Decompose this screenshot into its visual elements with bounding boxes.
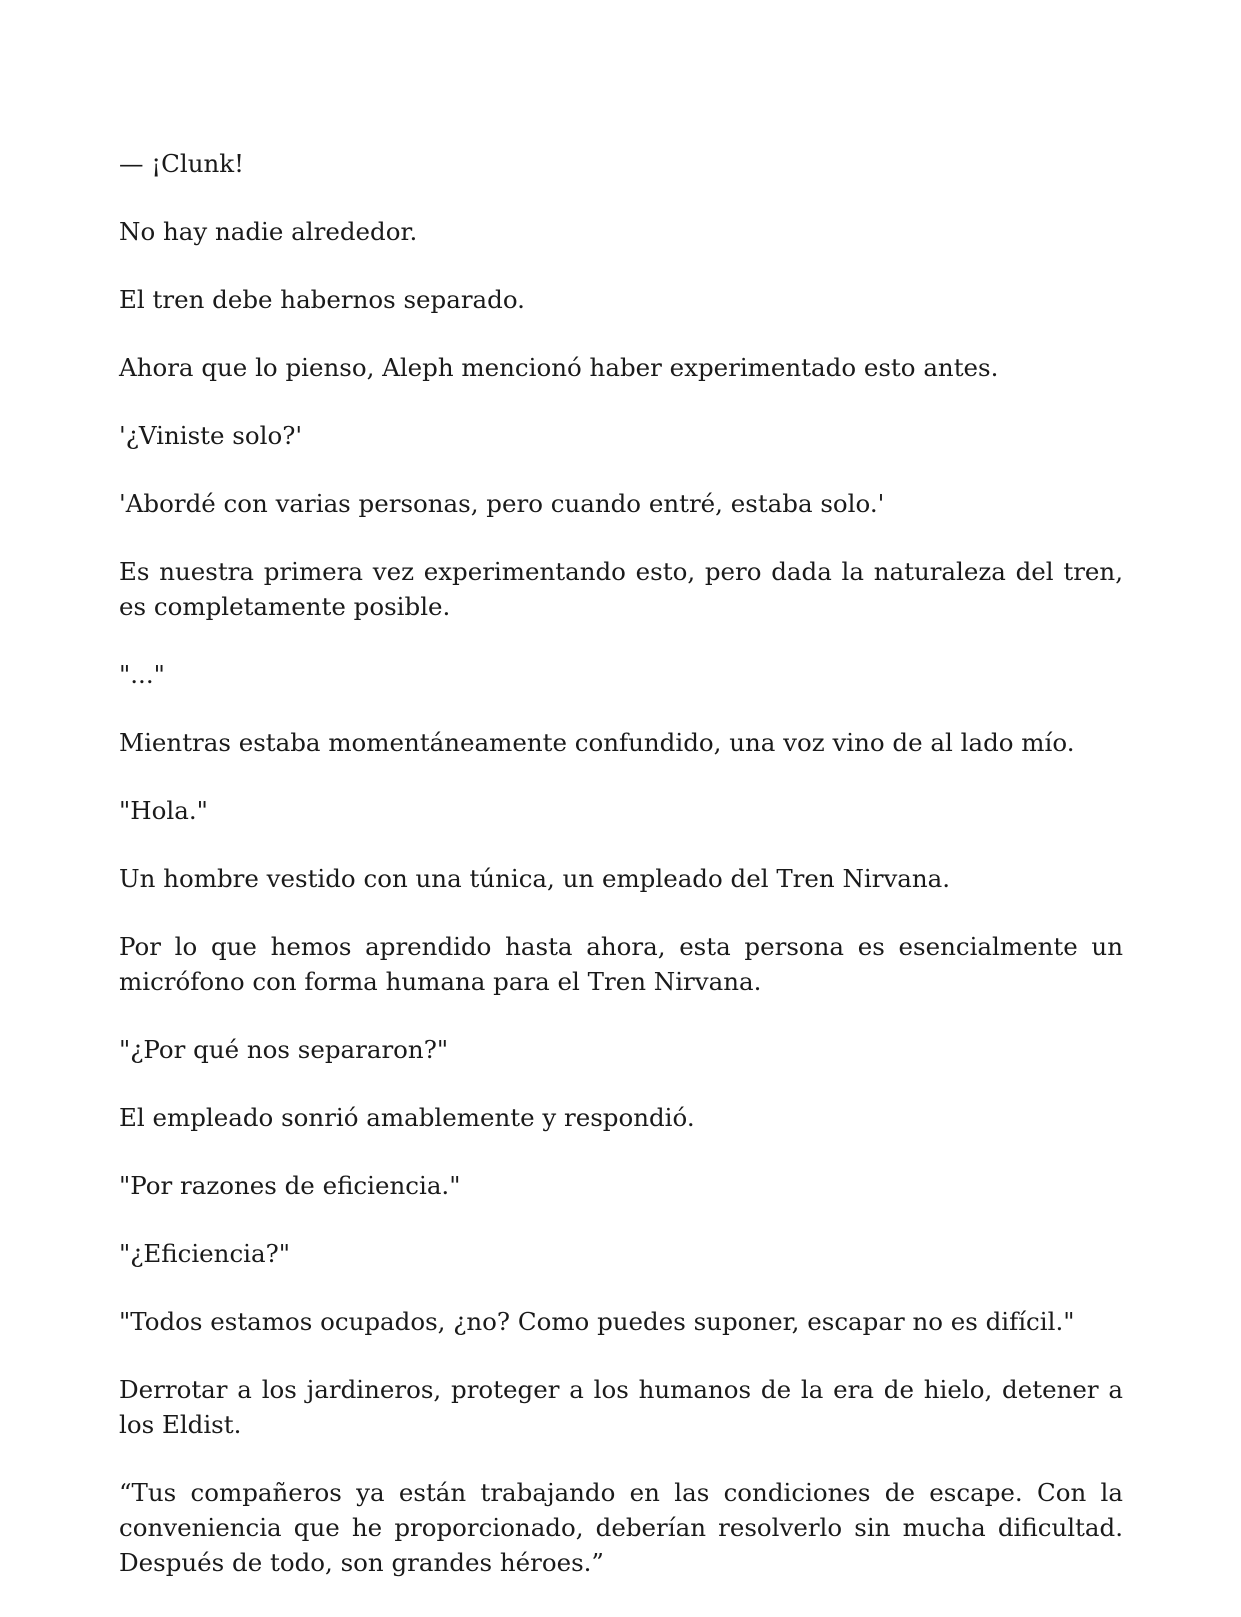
paragraph-9: Mientras estaba momentáneamente confundido, una voz vino de al lado mío. [119, 728, 1075, 757]
paragraph-18: Derrotar a los jardineros, proteger a los humanos de la era de hielo, detener a los Eldist. [119, 1375, 1123, 1439]
paragraph-5: '¿Viniste solo?' [119, 421, 303, 450]
paragraph-11: Un hombre vestido con una túnica, un empleado del Tren Nirvana. [119, 864, 951, 893]
paragraph-14: El empleado sonrió amablemente y respondió. [119, 1103, 695, 1132]
paragraph-3: El tren debe habernos separado. [119, 285, 525, 314]
paragraph-17: "Todos estamos ocupados, ¿no? Como puedes suponer, escapar no es difícil." [119, 1307, 1075, 1336]
paragraph-16: "¿Eficiencia?" [119, 1239, 291, 1268]
paragraph-8: "..." [119, 660, 165, 689]
document-page [119, 146, 1123, 1613]
paragraph-15: "Por razones de eficiencia." [119, 1171, 461, 1200]
paragraph-7: Es nuestra primera vez experimentando esto, pero dada la naturaleza del tren, es completamente posible. [119, 557, 1123, 621]
paragraph-6: 'Abordé con varias personas, pero cuando entré, estaba solo.' [119, 489, 885, 518]
paragraph-4: Ahora que lo pienso, Aleph mencionó haber experimentado esto antes. [119, 353, 999, 382]
paragraph-12: Por lo que hemos aprendido hasta ahora, esta persona es esencialmente un micrófono con forma humana para el Tren Nirvana. [119, 932, 1123, 996]
paragraph-1: — ¡Clunk! [119, 149, 244, 178]
paragraph-13: "¿Por qué nos separaron?" [119, 1035, 449, 1064]
paragraph-2: No hay nadie alrededor. [119, 217, 418, 246]
paragraph-19: “Tus compañeros ya están trabajando en las condiciones de escape. Con la conveniencia que he proporcionado, deberían resolverlo sin mucha dificultad. Después de todo, son grandes héroes.” [119, 1478, 1123, 1577]
paragraph-10: "Hola." [119, 796, 208, 825]
